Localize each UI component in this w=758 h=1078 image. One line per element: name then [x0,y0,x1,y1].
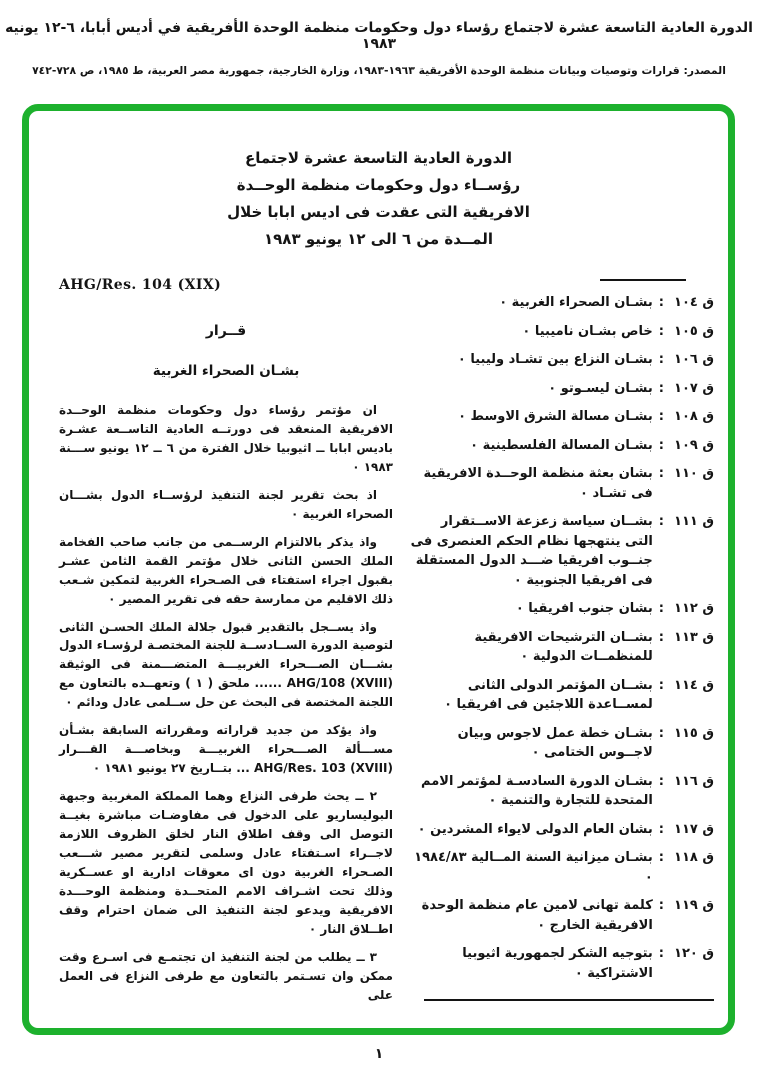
index-item-text: بشـان مسالة الشرق الاوسط ٠ [458,409,653,424]
resolution-paragraph: ٣ ــ يطلب من لجنة التنفيذ ان تجتمـع فى اسـرع وقت ممكن وان تسـتمر بالتعاون مع طرفى النزاع فى العمل على [59,949,393,1002]
index-item-text: كلمة تهانى لامين عام منظمة الوحدة الافريقية الخارج ٠ [421,898,653,933]
index-item-colon: : [658,437,664,453]
index-item [409,724,714,763]
resolutions-index-list [409,293,714,983]
index-item-colon: : [658,380,664,396]
index-item-colon: : [658,466,664,481]
separator-line-top [600,279,686,281]
index-item-number: ق ١١١ [674,514,714,529]
document-body [29,277,728,1014]
index-item-colon: : [658,773,664,789]
index-item-text: بشان العام الدولى لايواء المشردين ٠ [417,821,653,837]
index-item-number: ق ١١٤ [674,677,714,693]
index-item-colon: : [658,629,664,645]
index-item-colon: : [658,946,664,961]
resolutions-index-column [409,277,714,1001]
document-frame [22,104,735,1035]
index-item-number: ق ١١٠ [674,466,714,481]
resolution-paragraphs [59,401,393,1005]
resolution-subject-heading: بشـان الصحراء الغربية [152,363,300,379]
session-header-line: الدورة العادية التاسعة عشرة لاجتماع رؤساء دول وحكومات منظمة الوحدة الأفريقية في أديس أبابا، ٦-١٢ يونيه ١٩٨٣ [5,20,753,52]
index-item [409,464,714,503]
index-item-colon: : [658,409,664,424]
index-item [409,293,714,313]
index-item-text: بشان بعثة منظمة الوحــدة الافريقية فى تشـاد ٠ [423,466,653,501]
index-item [409,676,714,715]
index-item-text: بشــان سياسة زعزعة الاســتقرار التى ينتهجها نظام الحكم العنصرى فى جنــوب افريقيا ضـــد الدول المستقلة فى افريقيا الجنوبية ٠ [410,514,653,588]
index-item-number: ق ١٢٠ [674,946,714,961]
resolution-paragraph: ان مؤتمر رؤساء دول وحكومات منظمة الوحــدة الافريقية المنعقد فى دورتــه العادية التاســعة عشـرة باديس ابابا ــ اثيوبيا خلال الفترة من ٦ ــ ١٢ يونيو ســـنة ١٩٨٣ ٠ [59,403,394,474]
index-item-text: بشـان النزاع بين تشـاد وليبيا ٠ [457,352,653,367]
index-item-colon: : [658,821,664,837]
index-item-colon: : [658,323,664,339]
index-item-colon: : [658,725,664,741]
index-item [409,379,714,399]
index-item-text: بشــان الترشيحات الافريقية للمنظمــات الدولية ٠ [474,629,653,664]
index-item-text: بشـان المسالة الفلسطينية ٠ [470,437,653,453]
index-item-colon: : [658,898,664,913]
index-item [409,896,714,935]
index-item-text: بتوجيه الشكر لجمهورية اثيوبيا الاشتراكية ٠ [462,946,653,981]
index-item-text: بشان جنوب افريقيا ٠ [515,601,653,616]
index-item [409,436,714,456]
index-item [409,407,714,427]
index-item [409,512,714,590]
index-item-colon: : [658,295,664,310]
index-item-number: ق ١٠٩ [674,437,714,453]
index-item-number: ق ١١٩ [674,898,714,913]
resolution-paragraph: واذ يســجل بالتقدير قبول جلالة الملك الحسـن الثانى لتوصية الدورة الســادســة للجنة المختصـة لرؤسـاء الدول بشـــان الصـــحراء الغربيـــة المتضـــمنة فى الوثيقة AHG/108 (XVIII) ...... ملحق ( ١ ) وتعهــده بالتعاون مع اللجنة المختصة فى البحث عن حل ســلمى عادل ودائم ٠ [59,619,393,710]
page-number: ١ [374,1046,384,1062]
index-item [409,944,714,983]
index-item-text: بشـان ليسـوتو ٠ [548,380,653,396]
index-item-colon: : [658,601,664,616]
index-item-colon: : [658,352,664,367]
resolution-reference: AHG/Res. 104 (XIX) [59,277,222,293]
index-item-number: ق ١١٧ [674,821,714,837]
resolution-paragraph: ٢ ــ يحث طرفى النزاع وهما المملكة المغربية وجبهة البوليساريو على الدخول فى مفاوضـات مباشرة بغيــة التوصل الى وقف اطلاق النار لخلق الظروف اللازمة لاجــراء اسـتفتاء عادل وسلمى لتقرير مصير شـــعب الصـحراء الغربية دون اى معوقات ادارية او عســكرية وذلك تحت اشـراف الامم المتحــدة ومنظمة الوحـــدة الافريقية ويدعو لجنة التنفيذ الى ضمان احترام وقف اطــلاق النار ٠ [59,789,393,936]
resolution-paragraph: اذ بحث تقرير لجنة التنفيذ لرؤســاء الدول بشـــان الصحراء الغربية ٠ [59,487,393,521]
index-item-number: ق ١٠٧ [674,380,714,396]
index-item-number: ق ١٠٤ [674,295,714,310]
index-item-text: بشــان المؤتمر الدولى الثانى لمســاعدة اللاجئين فى افريقيا ٠ [444,677,653,712]
index-item-text: بشـان خطة عمل لاجوس وبيان لاجــوس الختامى ٠ [457,725,653,760]
index-item-number: ق ١١٢ [674,601,714,616]
index-item-colon: : [658,514,664,529]
index-item-text: بشـان الدورة السادسـة لمؤتمر الامم المتحدة للتجارة والتنمية ٠ [421,773,653,808]
document-title-line: الدورة العادية التاسعة عشرة لاجتماع [244,149,513,167]
index-item-number: ق ١١٨ [674,850,714,865]
index-item [409,322,714,342]
index-item-number: ق ١٠٥ [674,323,714,339]
index-item-number: ق ١٠٨ [674,409,714,424]
index-item [409,628,714,667]
index-item [409,599,714,619]
document-title-line: رؤســاء دول وحكومات منظمة الوحــدة [236,176,521,194]
source-citation-line: المصدر: قرارات وتوصيات وبيانات منظمة الوحدة الأفريقية ١٩٦٣-١٩٨٣، وزارة الخارجية، جمهورية مصر العربية، ط ١٩٨٥، ص ٧٢٨-٧٤٢ [32,64,726,77]
document-title-line: الافريقية التى عقدت فى اديس ابابا خلال [227,203,530,221]
index-item-colon: : [658,850,664,865]
index-item-number: ق ١١٥ [674,725,714,741]
index-item [409,772,714,811]
index-item-colon: : [658,677,664,693]
index-item [409,848,714,887]
index-item-number: ق ١١٦ [674,773,714,789]
resolution-paragraph: واذ يؤكد من جديد قراراته ومقرراته السابقة بشـأن مســـألة الصـــحراء الغربيـــة وبخاصـــة القـــرار AHG/Res. 103 (XVIII) ... بتــاريخ ٢٧ يونيو ١٩٨١ ٠ [59,723,393,776]
index-item-text: بشـان الصحراء الغربية ٠ [499,295,653,310]
separator-line-bottom [424,999,714,1001]
index-item-number: ق ١١٣ [674,629,714,645]
resolution-heading: قــرار [205,323,247,339]
index-item [409,350,714,370]
index-item-number: ق ١٠٦ [674,352,714,367]
resolution-paragraph: واذ يذكر بالالتزام الرســمى من جانب صاحب الفخامة الملك الحسن الثانى خلال مؤتمر القمة الثامن عشـر بقبول اجراء استفتاء فى الصـحراء الغربية لتمكين شـعب ذلك الاقليم من ممارسة حقه فى تقرير المصير ٠ [59,534,393,606]
index-item-text: خاص بشـان ناميبيا ٠ [522,323,653,339]
document-title-line: المــدة من ٦ الى ١٢ يونيو ١٩٨٣ [264,230,493,248]
index-item [409,820,714,840]
index-item-text: بشـان ميزانية السنة المــالية ١٩٨٤/٨٣ ٠ [414,850,653,885]
resolution-text-column [59,277,393,1014]
page-header [0,0,758,77]
document-title-block [29,145,728,253]
